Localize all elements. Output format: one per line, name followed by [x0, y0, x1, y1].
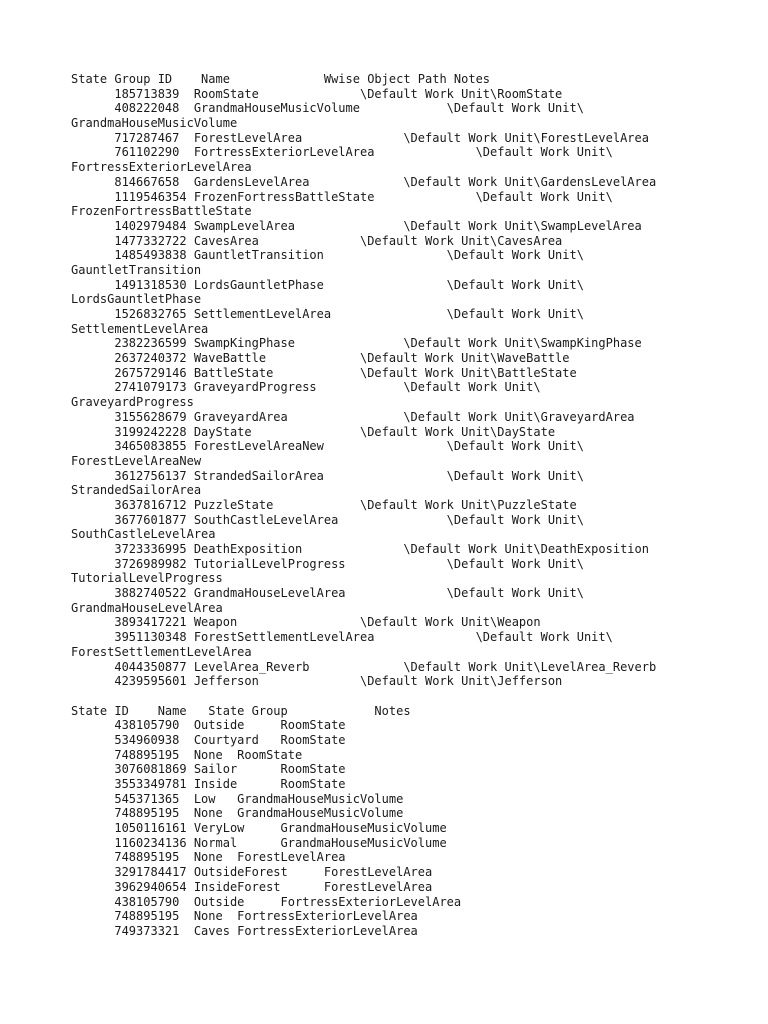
- states-table: [71, 718, 761, 938]
- state-group-row: 408222048 GrandmaHouseMusicVolume \Default Work Unit\: [71, 101, 584, 116]
- state-groups-table: [71, 87, 761, 689]
- state-group-row: 4044350877 LevelArea_Reverb \Default Work Unit\LevelArea_Reverb: [71, 659, 657, 674]
- state-row: 748895195 None FortressExteriorLevelArea: [71, 909, 418, 924]
- state-group-row: 3465083855 ForestLevelAreaNew \Default Work Unit\: [71, 439, 584, 454]
- state-row: 545371365 Low GrandmaHouseMusicVolume: [71, 791, 404, 806]
- state-row: 3553349781 Inside RoomState: [71, 777, 346, 791]
- state-row: 3962940654 InsideForest ForestLevelArea: [71, 879, 433, 894]
- state-group-row: 1485493838 GauntletTransition \Default Work Unit\: [71, 248, 584, 263]
- state-group-row: GraveyardProgress: [71, 395, 194, 410]
- state-row: 1050116161 VeryLow GrandmaHouseMusicVolume: [71, 821, 447, 836]
- state-group-row: 1477332722 CavesArea \Default Work Unit\CavesArea: [71, 233, 563, 248]
- state-row: 748895195 None GrandmaHouseMusicVolume: [71, 806, 404, 821]
- state-group-row: 1119546354 FrozenFortressBattleState \Default Work Unit\: [71, 189, 613, 204]
- state-group-row: 3612756137 StrandedSailorArea \Default Work Unit\: [71, 468, 584, 483]
- state-group-row: FortressExteriorLevelArea: [71, 160, 252, 175]
- state-group-row: 3155628679 GraveyardArea \Default Work Unit\GraveyardArea: [71, 409, 635, 424]
- state-group-row: StrandedSailorArea: [71, 483, 202, 498]
- state-group-row: 717287467 ForestLevelArea \Default Work Unit\ForestLevelArea: [71, 130, 649, 145]
- state-group-row: 2382236599 SwampKingPhase \Default Work Unit\SwampKingPhase: [71, 336, 642, 351]
- state-groups-header: State Group ID Name Wwise Object Path Notes: [71, 72, 491, 86]
- state-group-row: SettlementLevelArea: [71, 321, 209, 336]
- section-gap: [71, 689, 761, 704]
- state-row: 534960938 Courtyard RoomState: [71, 732, 346, 747]
- state-group-row: ForestSettlementLevelArea: [71, 644, 252, 659]
- state-row: 3076081869 Sailor RoomState: [71, 762, 346, 777]
- state-group-row: 3677601877 SouthCastleLevelArea \Default Work Unit\: [71, 512, 584, 527]
- state-group-row: 3723336995 DeathExposition \Default Work Unit\DeathExposition: [71, 542, 649, 556]
- document-text: [71, 72, 761, 939]
- state-group-row: 814667658 GardensLevelArea \Default Work Unit\GardensLevelArea: [71, 174, 657, 189]
- state-row: 1160234136 Normal GrandmaHouseMusicVolume: [71, 835, 447, 850]
- state-group-row: TutorialLevelProgress: [71, 571, 223, 586]
- state-group-row: FrozenFortressBattleState: [71, 204, 252, 219]
- state-row: 748895195 None ForestLevelArea: [71, 850, 346, 865]
- state-group-row: LordsGauntletPhase: [71, 292, 202, 307]
- state-group-row: GrandmaHouseLevelArea: [71, 600, 223, 615]
- state-group-row: 3199242228 DayState \Default Work Unit\DayState: [71, 424, 556, 439]
- state-group-row: GrandmaHouseMusicVolume: [71, 116, 238, 131]
- state-group-row: SouthCastleLevelArea: [71, 527, 216, 542]
- state-row: 749373321 Caves FortressExteriorLevelArea: [71, 923, 418, 938]
- state-group-row: 3637816712 PuzzleState \Default Work Unit\PuzzleState: [71, 497, 577, 512]
- state-row: 748895195 None RoomState: [71, 747, 303, 762]
- state-group-row: 3882740522 GrandmaHouseLevelArea \Default Work Unit\: [71, 586, 584, 601]
- state-group-row: 1526832765 SettlementLevelArea \Default Work Unit\: [71, 307, 584, 321]
- state-group-row: 3951130348 ForestSettlementLevelArea \Default Work Unit\: [71, 630, 613, 645]
- state-row: 438105790 Outside FortressExteriorLevelArea: [71, 894, 462, 909]
- state-group-row: GauntletTransition: [71, 262, 202, 277]
- state-group-row: 185713839 RoomState \Default Work Unit\RoomState: [71, 86, 563, 101]
- state-group-row: 3893417221 Weapon \Default Work Unit\Weapon: [71, 615, 541, 630]
- state-group-row: 2637240372 WaveBattle \Default Work Unit\WaveBattle: [71, 351, 570, 366]
- state-row: 3291784417 OutsideForest ForestLevelArea: [71, 865, 433, 880]
- state-group-row: 1491318530 LordsGauntletPhase \Default Work Unit\: [71, 277, 584, 292]
- state-group-row: 2675729146 BattleState \Default Work Unit\BattleState: [71, 365, 577, 380]
- state-group-row: 4239595601 Jefferson \Default Work Unit\Jefferson: [71, 674, 563, 689]
- state-row: 438105790 Outside RoomState: [71, 718, 346, 733]
- state-group-row: 1402979484 SwampLevelArea \Default Work Unit\SwampLevelArea: [71, 218, 642, 233]
- state-group-row: 3726989982 TutorialLevelProgress \Default Work Unit\: [71, 556, 584, 571]
- state-group-row: 761102290 FortressExteriorLevelArea \Default Work Unit\: [71, 145, 613, 160]
- states-header: State ID Name State Group Notes: [71, 703, 411, 718]
- state-group-row: 2741079173 GraveyardProgress \Default Work Unit\: [71, 380, 541, 395]
- state-group-row: ForestLevelAreaNew: [71, 453, 202, 468]
